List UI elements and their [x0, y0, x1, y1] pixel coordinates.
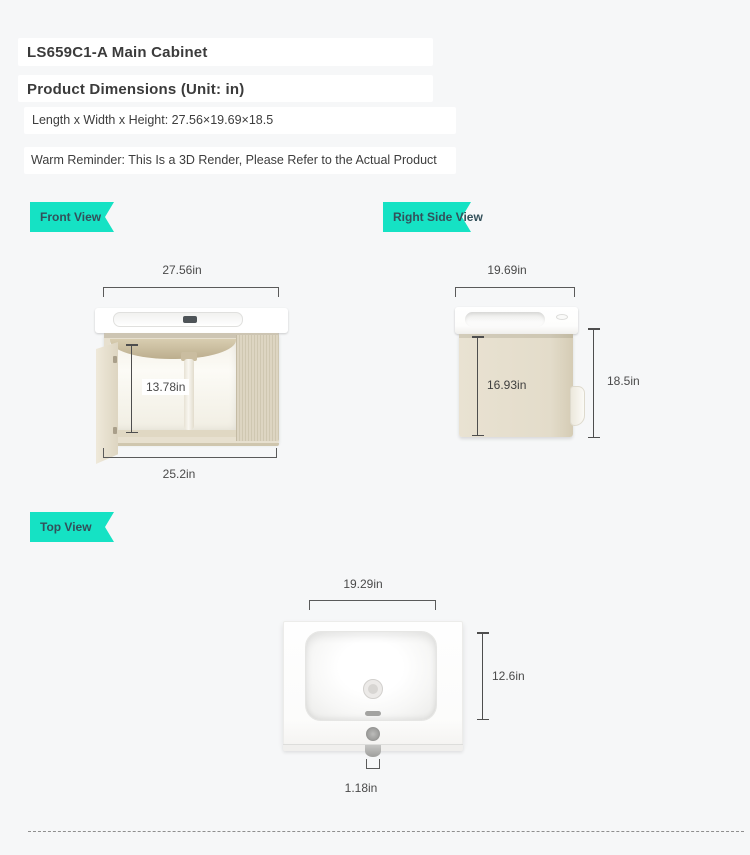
- front-basin-underside: [110, 339, 236, 359]
- right-side-view-ribbon: [383, 202, 483, 232]
- side-countertop: [455, 307, 578, 334]
- front-countertop: [95, 308, 288, 333]
- front-bottom-width-label: 25.2in: [162, 467, 196, 481]
- faucet-hole-label: 1.18in: [344, 781, 378, 795]
- side-basin-recess: [465, 312, 545, 327]
- side-top-depth-bracket: [455, 287, 575, 297]
- side-overflow-hole: [556, 314, 568, 320]
- side-top-depth-label: 19.69in: [487, 263, 527, 277]
- product-dimensions-heading: Product Dimensions (Unit: in): [27, 81, 245, 98]
- front-interior-height-label: 13.78in: [142, 379, 189, 395]
- side-drain-pipe: [570, 386, 585, 426]
- front-bottom-width-bracket: [103, 448, 277, 458]
- top-basin-depth-label: 12.6in: [492, 669, 525, 683]
- top-basin-width-bracket: [309, 600, 436, 610]
- side-body-height-line: [477, 336, 478, 436]
- side-total-height-line: [593, 328, 594, 438]
- side-total-height-label: 18.5in: [607, 374, 640, 388]
- front-interior-height-line: [131, 344, 132, 433]
- top-sink-basin: [305, 631, 437, 721]
- bottom-dashed-divider: [28, 831, 744, 832]
- top-basin-depth-line: [482, 632, 483, 720]
- side-body-height-label: 16.93in: [487, 378, 527, 392]
- top-faucet-hole: [366, 727, 380, 741]
- front-cabinet-bottom-edge: [104, 443, 279, 446]
- top-basin-width-label: 19.29in: [343, 577, 383, 591]
- top-drain: [363, 679, 383, 699]
- top-faucet-hole-edge: [365, 745, 381, 757]
- front-fluted-panel: [236, 335, 279, 441]
- front-view-label: Front View: [40, 210, 102, 224]
- dimensions-spec-line: Length x Width x Height: 27.56×19.69×18.5: [32, 113, 274, 127]
- warm-reminder-text: Warm Reminder: This Is a 3D Render, Please Refer to the Actual Product: [31, 153, 437, 167]
- front-top-width-label: 27.56in: [162, 263, 202, 277]
- door-hinge-top: [113, 356, 117, 363]
- front-top-width-bracket: [103, 287, 279, 297]
- door-hinge-bottom: [113, 427, 117, 434]
- front-faucet-hole: [183, 316, 197, 323]
- page-title: LS659C1-A Main Cabinet: [27, 44, 208, 61]
- front-view-ribbon: [30, 202, 114, 232]
- front-basin-outline: [113, 312, 243, 327]
- right-side-view-label: Right Side View: [393, 210, 483, 224]
- top-overflow-slot: [365, 711, 381, 716]
- top-view-ribbon: [30, 512, 114, 542]
- top-view-label: Top View: [40, 520, 92, 534]
- faucet-hole-bracket: [366, 759, 380, 769]
